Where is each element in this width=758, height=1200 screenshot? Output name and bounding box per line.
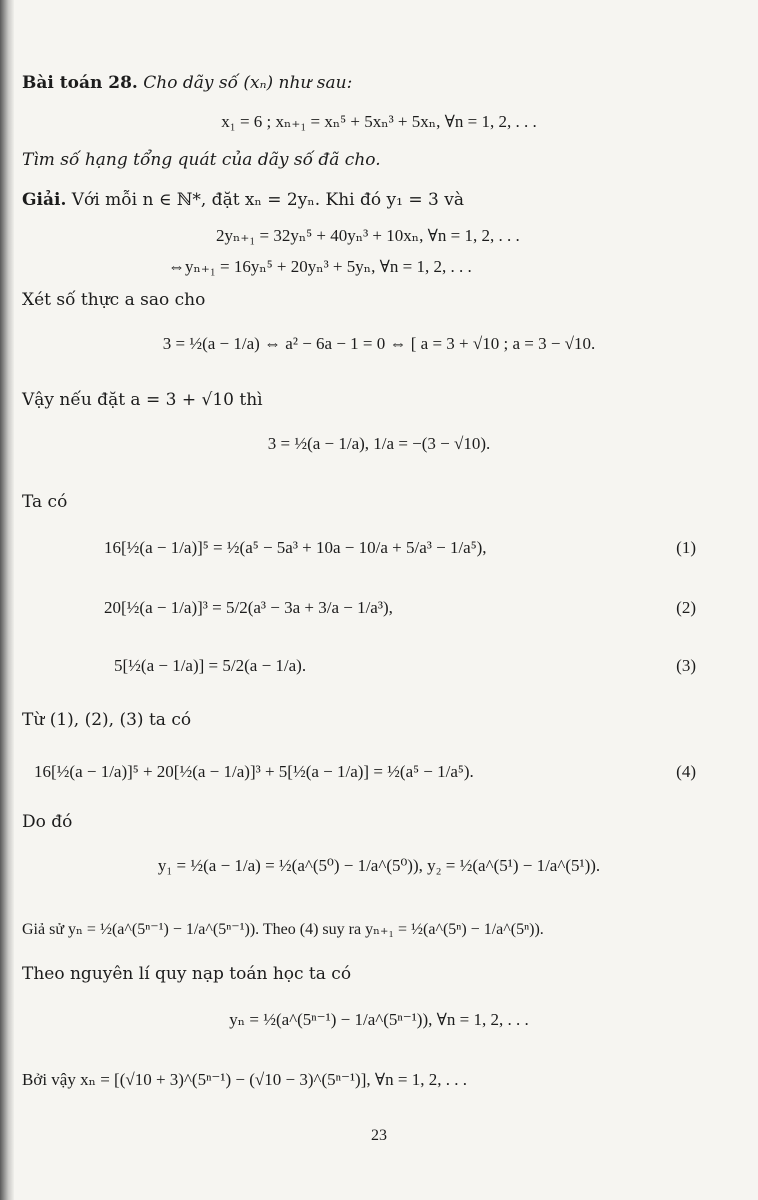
conclusion-text: Bởi vậy xₙ = [(√10 + 3)^(5ⁿ⁻¹) − (√10 − 3)^(5ⁿ⁻¹)], ∀n = 1, 2, . . . [22, 1070, 467, 1089]
equation-tag-4: (4) [676, 762, 696, 781]
induction-text: Theo nguyên lí quy nạp toán học ta có [22, 964, 352, 984]
hence-text: Do đó [22, 812, 73, 832]
solution-label: Giải. [22, 190, 67, 210]
equation-yn: ⇔yₙ₊₁ = 16yₙ⁵ + 20yₙ³ + 5yₙ, ∀n = 1, 2, . . . [168, 257, 472, 276]
equation-a: 3 = ½(a − 1/a) ⇔ a² − 6a − 1 = 0 ⇔ [ a = 3 + √10 ; a = 3 − √10. [162, 334, 596, 353]
problem-question: Tìm số hạng tổng quát của dãy số đã cho. [22, 150, 381, 170]
equation-2: 20[½(a − 1/a)]³ = 5/2(a³ − 3a + 3/a − 1/a³), [104, 598, 393, 617]
equation-tag-2: (2) [676, 598, 696, 617]
from-text: Từ (1), (2), (3) ta có [22, 710, 192, 730]
solution-intro: Với mỗi n ∈ ℕ*, đặt xₙ = 2yₙ. Khi đó y₁ = 3 và [71, 190, 464, 210]
page-number: 23 [371, 1127, 387, 1144]
equation-3: 5[½(a − 1/a)] = 5/2(a − 1/a). [114, 656, 307, 675]
equation-4: 16[½(a − 1/a)]⁵ + 20[½(a − 1/a)]³ + 5[½(a − 1/a)] = ½(a⁵ − 1/a⁵). [34, 762, 474, 781]
problem-statement: Cho dãy số (xₙ) như sau: [143, 73, 353, 93]
equation-1: 16[½(a − 1/a)]⁵ = ½(a⁵ − 5a³ + 10a − 10/a + 5/a³ − 1/a⁵), [104, 538, 487, 557]
solution-intro-line [22, 190, 464, 210]
we-have-text: Ta có [22, 492, 68, 512]
equation-tag-3: (3) [676, 656, 696, 675]
so-text: Vậy nếu đặt a = 3 + √10 thì [22, 390, 263, 410]
equation-y1-y2: y₁ = ½(a − 1/a) = ½(a^(5⁰) − 1/a^(5⁰)), y₂ = ½(a^(5¹) − 1/a^(5¹)). [157, 856, 601, 875]
equation-tag-1: (1) [676, 538, 696, 557]
consider-text: Xét số thực a sao cho [22, 290, 206, 310]
problem-title: Bài toán 28. [22, 73, 138, 93]
equation-2y: 2yₙ₊₁ = 32yₙ⁵ + 40yₙ³ + 10xₙ, ∀n = 1, 2, . . . [216, 226, 520, 245]
assume-text: Giả sử yₙ = ½(a^(5ⁿ⁻¹) − 1/a^(5ⁿ⁻¹)). Theo (4) suy ra yₙ₊₁ = ½(a^(5ⁿ) − 1/a^(5ⁿ)). [22, 921, 544, 938]
equation-yn-general: yₙ = ½(a^(5ⁿ⁻¹) − 1/a^(5ⁿ⁻¹)), ∀n = 1, 2, . . . [229, 1010, 529, 1029]
equation-so: 3 = ½(a − 1/a), 1/a = −(3 − √10). [267, 434, 491, 453]
problem-recurrence: x₁ = 6 ; xₙ₊₁ = xₙ⁵ + 5xₙ³ + 5xₙ, ∀n = 1, 2, . . . [221, 112, 537, 131]
problem-heading [22, 73, 352, 93]
